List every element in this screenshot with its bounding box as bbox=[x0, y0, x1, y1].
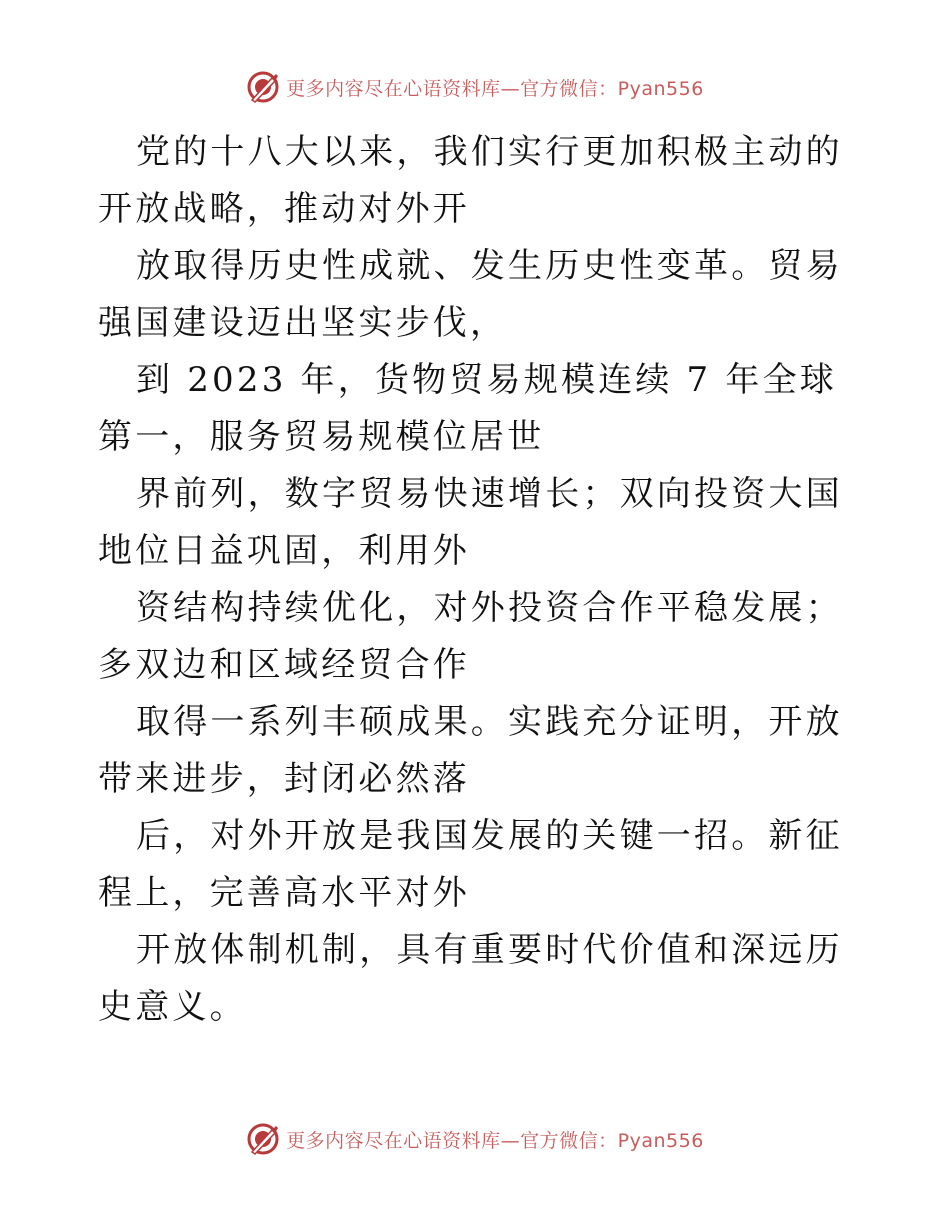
header-banner-text: 更多内容尽在心语资料库—官方微信：Pyan556 bbox=[286, 77, 704, 100]
paragraph-8: 开放体制机制，具有重要时代价值和深远历史意义。 bbox=[98, 930, 843, 1027]
paragraph-5: 资结构持续优化，对外投资合作平稳发展；多双边和区域经贸合作 bbox=[98, 588, 843, 685]
footer-banner-text: 更多内容尽在心语资料库—官方微信：Pyan556 bbox=[286, 1129, 704, 1152]
paragraph-2: 放取得历史性成就、发生历史性变革。贸易强国建设迈出坚实步伐， bbox=[98, 246, 843, 343]
paragraph-6: 取得一系列丰硕成果。实践充分证明，开放带来进步，封闭必然落 bbox=[98, 702, 843, 799]
paragraph-4: 界前列，数字贸易快速增长；双向投资大国地位日益巩固，利用外 bbox=[98, 474, 843, 571]
paragraph-1: 党的十八大以来，我们实行更加积极主动的开放战略，推动对外开 bbox=[98, 132, 843, 229]
paragraph-7: 后，对外开放是我国发展的关键一招。新征程上，完善高水平对外 bbox=[98, 816, 843, 913]
paragraph-3: 到 2023 年，货物贸易规模连续 7 年全球第一，服务贸易规模位居世 bbox=[98, 360, 837, 457]
pen-seal-logo-icon bbox=[246, 70, 280, 104]
footer-banner bbox=[0, 1122, 950, 1156]
header-banner bbox=[0, 70, 950, 104]
pen-seal-logo-icon bbox=[246, 1122, 280, 1156]
document-body bbox=[98, 124, 858, 1036]
